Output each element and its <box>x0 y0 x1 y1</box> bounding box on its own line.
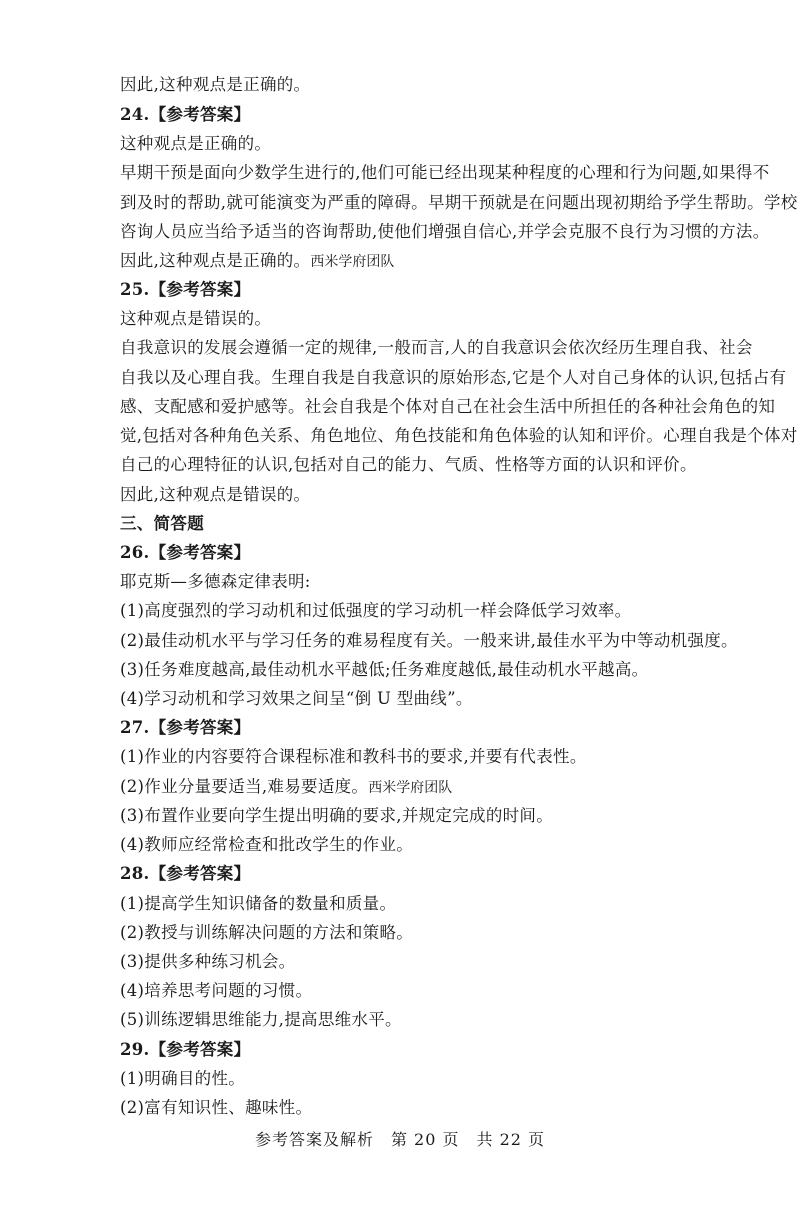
text-line: 咨询人员应当给予适当的咨询帮助,使他们增强自信心,并学会克服不良行为习惯的方法。 <box>120 222 770 241</box>
text-line: 觉,包括对各种角色关系、角色地位、角色技能和角色体验的认知和评价。心理自我是个体对 <box>120 426 798 445</box>
text-line: 因此,这种观点是错误的。 <box>120 485 311 504</box>
list-item: (1)提高学生知识储备的数量和质量。 <box>120 894 397 913</box>
list-item: (2)富有知识性、趣味性。 <box>120 1098 313 1117</box>
answer-heading: 25.【参考答案】 <box>120 280 251 299</box>
text-line: 自我以及心理自我。生理自我是自我意识的原始形态,它是个人对自己身体的认识,包括占有 <box>120 368 787 387</box>
list-item: (1)明确目的性。 <box>120 1069 246 1088</box>
list-item: (4)学习动机和学习效果之间呈“倒 U 型曲线”。 <box>120 689 473 708</box>
text-line: 自我意识的发展会遵循一定的规律,一般而言,人的自我意识会依次经历生理自我、社会 <box>120 338 753 357</box>
list-item: (3)提供多种练习机会。 <box>120 952 296 971</box>
text-line: 这种观点是错误的。 <box>120 309 272 328</box>
list-item: (3)任务难度越高,最佳动机水平越低;任务难度越低,最佳动机水平越高。 <box>120 660 649 679</box>
section-heading: 三、简答题 <box>120 514 204 533</box>
list-item-content: (2)作业分量要适当,难易要适度。 <box>120 777 369 796</box>
page-footer: 参考答案及解析 第 20 页 共 22 页 <box>254 1130 546 1149</box>
answer-heading: 27.【参考答案】 <box>120 718 251 737</box>
text-line: 这种观点是正确的。 <box>120 134 272 153</box>
answer-heading: 29.【参考答案】 <box>120 1040 251 1059</box>
text-line: 到及时的帮助,就可能演变为严重的障碍。早期干预就是在问题出现初期给予学生帮助。学校 <box>120 193 798 212</box>
watermark-text: 西米学府团队 <box>310 254 395 270</box>
watermark-text: 西米学府团队 <box>368 780 453 796</box>
text-line: 早期干预是面向少数学生进行的,他们可能已经出现某种程度的心理和行为问题,如果得不 <box>120 163 770 182</box>
list-item <box>120 776 452 799</box>
list-item: (4)教师应经常检查和批改学生的作业。 <box>120 835 414 854</box>
list-item: (5)训练逻辑思维能力,提高思维水平。 <box>120 1010 402 1029</box>
text-line: 自己的心理特征的认识,包括对自己的能力、气质、性格等方面的认识和评价。 <box>120 455 697 474</box>
answer-heading: 24.【参考答案】 <box>120 105 251 124</box>
list-item: (4)培养思考问题的习惯。 <box>120 981 313 1000</box>
list-item: (1)高度强烈的学习动机和过低强度的学习动机一样会降低学习效率。 <box>120 601 632 620</box>
list-item: (1)作业的内容要符合课程标准和教科书的要求,并要有代表性。 <box>120 747 587 766</box>
text-line: 耶克斯—多德森定律表明: <box>120 572 311 591</box>
text-line: 感、支配感和爱护感等。社会自我是个体对自己在社会生活中所担任的各种社会角色的知 <box>120 397 776 416</box>
answer-heading: 28.【参考答案】 <box>120 864 251 883</box>
text-line <box>120 250 394 273</box>
list-item: (2)教授与训练解决问题的方法和策略。 <box>120 923 414 942</box>
answer-heading: 26.【参考答案】 <box>120 543 251 562</box>
list-item: (3)布置作业要向学生提出明确的要求,并规定完成的时间。 <box>120 806 554 825</box>
list-item: (2)最佳动机水平与学习任务的难易程度有关。一般来讲,最佳水平为中等动机强度。 <box>120 631 738 650</box>
text-line: 因此,这种观点是正确的。 <box>120 75 311 94</box>
text-line-content: 因此,这种观点是正确的。 <box>120 251 311 270</box>
